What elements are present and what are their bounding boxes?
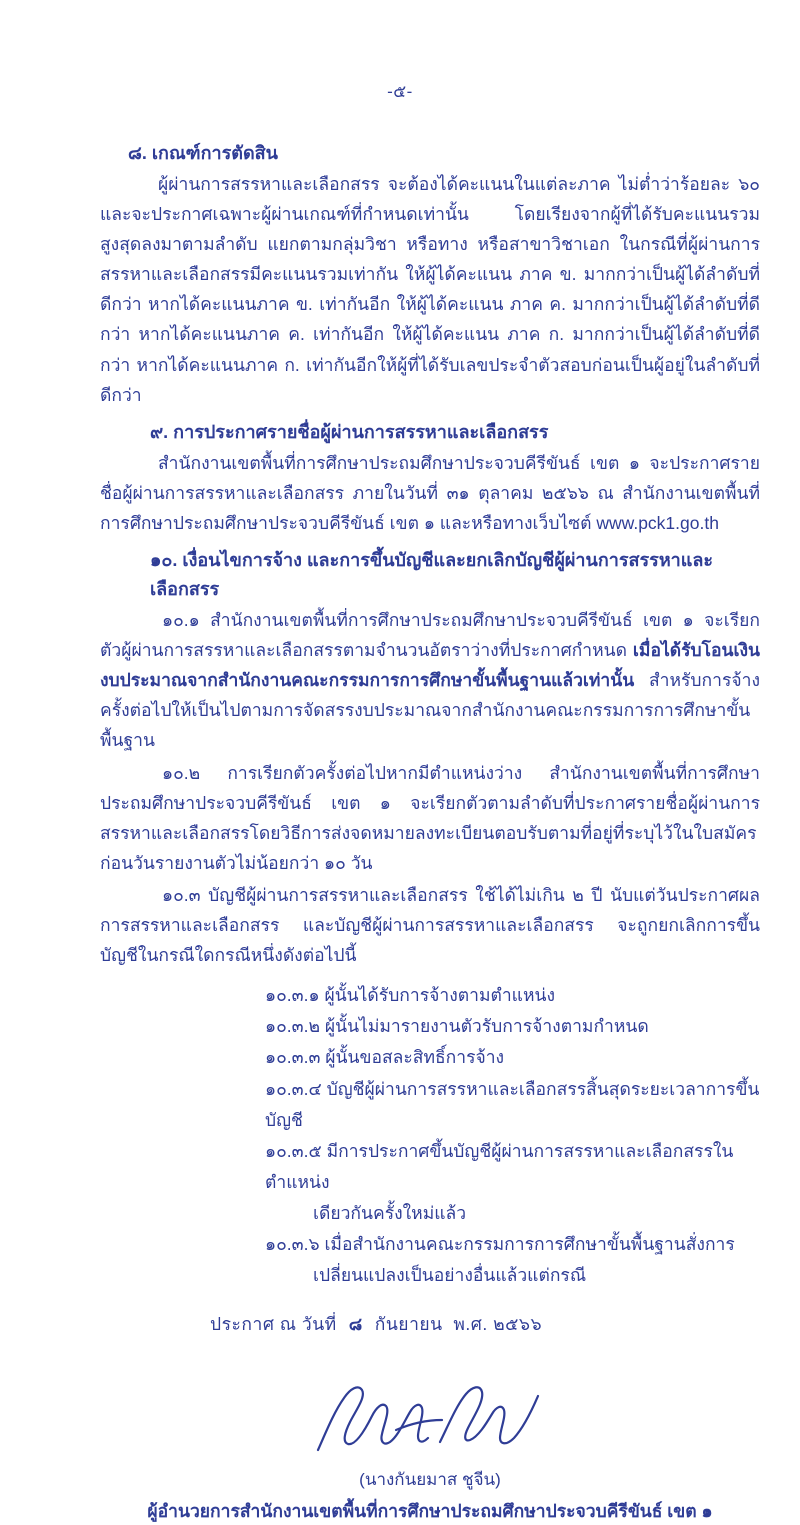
sub-item-5: ๑๐.๓.๕ มีการประกาศขึ้นบัญชีผู้ผ่านการสรรหาและเลือกสรรในตำแหน่ง (265, 1140, 734, 1192)
sub-item-3: ๑๐.๓.๓ ผู้นั้นขอสละสิทธิ์การจ้าง (265, 1047, 505, 1068)
sub-item-5-continuation: เดียวกันครั้งใหม่แล้ว (313, 1203, 467, 1224)
sub-item-1: ๑๐.๓.๑ ผู้นั้นได้รับการจ้างตามตำแหน่ง (265, 985, 555, 1006)
sub-item-6: ๑๐.๓.๖ เมื่อสำนักงานคณะกรรมการการศึกษาขั้นพื้นฐานสั่งการ (265, 1234, 735, 1255)
announcement-year-prefix: พ.ศ. (453, 1313, 488, 1334)
signature-block (100, 1372, 760, 1525)
sub-item-4: ๑๐.๓.๔ บัญชีผู้ผ่านการสรรหาและเลือกสรรสิ้นสุดระยะเวลาการขึ้นบัญชี (265, 1078, 760, 1130)
section-heading-10: ๑๐. เงื่อนไขการจ้าง และการขึ้นบัญชีและยกเลิกบัญชีผู้ผ่านการสรรหาและเลือกสรร (150, 550, 714, 600)
handwritten-signature (300, 1372, 560, 1464)
sub-item-6-continuation: เปลี่ยนแปลงเป็นอย่างอื่นแล้วแต่กรณี (313, 1265, 587, 1286)
announcement-date-line (100, 1310, 760, 1338)
announcement-year: ๒๕๖๖ (493, 1313, 543, 1334)
document-body (0, 105, 800, 1525)
section-10-item-3: ๑๐.๓ บัญชีผู้ผ่านการสรรหาและเลือกสรร ใช้ได้ไม่เกิน ๒ ปี นับแต่วันประกาศผลการสรรหาและเลือกสรร และบัญชีผู้ผ่านการสรรหาและเลือกสรร จะถูกยกเลิกการขึ้นบัญชีในกรณีใดกรณีหนึ่งดังต่อไปนี้ (100, 884, 760, 966)
announcement-month: กันยายน (374, 1313, 443, 1334)
section-heading-8: ๘. เกณฑ์การตัดสิน (128, 143, 278, 163)
signatory-name: (นางกันยมาส ชูจีน) (359, 1469, 501, 1489)
section-9-paragraph-1: สำนักงานเขตพื้นที่การศึกษาประถมศึกษาประจวบคีรีขันธ์ เขต ๑ จะประกาศรายชื่อผู้ผ่านการสรรหาและเลือกสรร ภายในวันที่ ๓๑ ตุลาคม ๒๕๖๖ ณ สำนักงานเขตพื้นที่การศึกษาประถมศึกษาประจวบคีรีขันธ์ เขต ๑ และหรือทางเว็บไซต์ www.pck1.go.th (100, 452, 760, 533)
section-10-3-sub-list (100, 980, 760, 1291)
section-10-item-2: ๑๐.๒ การเรียกตัวครั้งต่อไปหากมีตำแหน่งว่าง สำนักงานเขตพื้นที่การศึกษาประถมศึกษาประจวบคีรีขันธ์ เขต ๑ จะเรียกตัวตามลำดับที่ประกาศรายชื่อผู้ผ่านการสรรหาและเลือกสรรโดยวิธีการส่งจดหมายลงทะเบียนตอบรับตามที่อยู่ที่ระบุไว้ในใบสมัคร ก่อนวันรายงานตัวไม่น้อยกว่า ๑๐ วัน (100, 762, 760, 873)
section-10-item-1 (100, 605, 760, 755)
announcement-day: ๘ (348, 1313, 363, 1334)
signatory-title: ผู้อำนวยการสำนักงานเขตพื้นที่การศึกษาประถมศึกษาประจวบคีรีขันธ์ เขต ๑ (147, 1500, 713, 1521)
page-number: -๕- (387, 82, 413, 101)
sub-item-2: ๑๐.๓.๒ ผู้นั้นไม่มารายงานตัวรับการจ้างตามกำหนด (265, 1016, 649, 1037)
announcement-prefix: ประกาศ ณ วันที่ (210, 1313, 337, 1334)
section-heading-9: ๙. การประกาศรายชื่อผู้ผ่านการสรรหาและเลือกสรร (150, 421, 549, 442)
signature-icon (300, 1372, 560, 1464)
section-8-paragraph-1: ผู้ผ่านการสรรหาและเลือกสรร จะต้องได้คะแนนในแต่ละภาค ไม่ต่ำว่าร้อยละ ๖๐ และจะประกาศเฉพาะผู้ผ่านเกณฑ์ที่กำหนดเท่านั้น โดยเรียงจากผู้ที่ได้รับคะแนนรวมสูงสุดลงมาตามลำดับ แยกตามกลุ่มวิชา หรือทาง หรือสาขาวิชาเอก ในกรณีที่ผู้ผ่านการสรรหาและเลือกสรรมีคะแนนรวมเท่ากัน ให้ผู้ได้คะแนน ภาค ข. มากกว่าเป็นผู้ได้ลำดับที่ดีกว่า หากได้คะแนนภาค ข. เท่ากันอีก ให้ผู้ได้คะแนน ภาค ค. มากกว่าเป็นผู้ได้ลำดับที่ดีกว่า หากได้คะแนนภาค ค. เท่ากันอีก ให้ผู้ได้คะแนน ภาค ก. มากกว่าเป็นผู้ได้ลำดับที่ดีกว่า หากได้คะแนนภาค ก. เท่ากันอีกให้ผู้ที่ได้รับเลขประจำตัวสอบก่อนเป็นผู้อยู่ในลำดับที่ดีกว่า (100, 174, 760, 405)
item-1-text-after: สำหรับการจ้างครั้งต่อไปให้เป็นไปตามการจัดสรรงบประมาณจากสำนักงานคณะกรรมการการศึกษาขั้นพื้นฐาน (100, 670, 760, 751)
item-1-text-before: ๑๐.๑ สำนักงานเขตพื้นที่การศึกษาประถมศึกษาประจวบคีรีขันธ์ เขต ๑ จะเรียกตัวผู้ผ่านการสรรหาและเลือกสรรตามจำนวนอัตราว่างที่ประกาศกำหนด (100, 610, 760, 661)
item-1-bold-text: เมื่อได้รับโอนเงินงบประมาณจากสำนักงานคณะกรรมการการศึกษาขั้นพื้นฐานแล้วเท่านั้น (100, 640, 760, 691)
